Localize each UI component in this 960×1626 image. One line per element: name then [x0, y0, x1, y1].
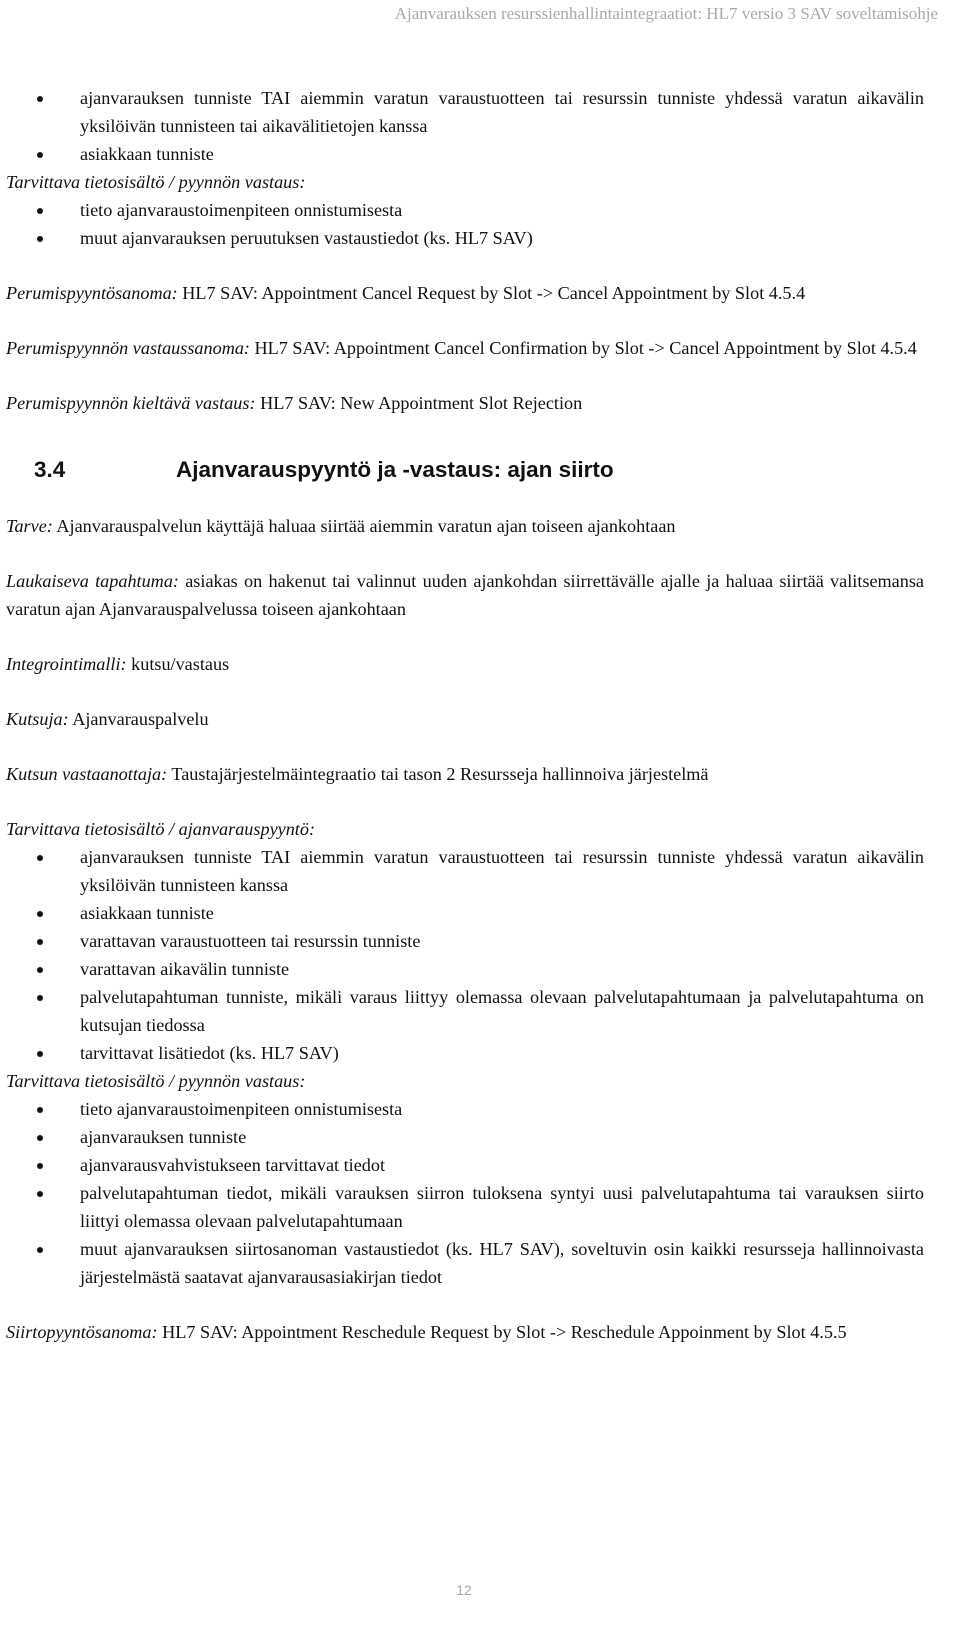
- block1-request-list: [6, 84, 924, 168]
- list-item: varattavan aikavälin tunniste: [6, 955, 924, 983]
- section-response-list: [6, 1095, 924, 1291]
- list-item: muut ajanvarauksen peruutuksen vastaustiedot (ks. HL7 SAV): [6, 224, 924, 252]
- list-item: palvelutapahtuman tiedot, mikäli varauksen siirron tuloksena syntyi uusi palvelutapahtuma tai varauksen siirto liittyi olemassa olevaan palvelutapahtumaan: [6, 1179, 924, 1235]
- bullet-icon: [37, 939, 43, 945]
- bullet-icon: [37, 1191, 43, 1197]
- list-item: ajanvarausvahvistukseen tarvittavat tiedot: [6, 1151, 924, 1179]
- list-item: muut ajanvarauksen siirtosanoman vastaustiedot (ks. HL7 SAV), soveltuvin osin kaikki resursseja hallinnoivasta järjestelmästä saatavat ajanvarausasiakirjan tiedot: [6, 1235, 924, 1291]
- model-paragraph: Integrointimalli: kutsu/vastaus: [6, 654, 230, 674]
- response-label: Tarvittava tietosisältö / pyynnön vastaus:: [6, 172, 306, 192]
- bullet-icon: [37, 911, 43, 917]
- list-item: tieto ajanvaraustoimenpiteen onnistumisesta: [6, 1095, 924, 1123]
- list-item: ajanvarauksen tunniste: [6, 1123, 924, 1151]
- list-item: palvelutapahtuman tunniste, mikäli varaus liittyy olemassa olevaan palvelutapahtumaan ja palvelutapahtuma on kutsujan tiedossa: [6, 983, 924, 1039]
- list-item: ajanvarauksen tunniste TAI aiemmin varatun varaustuotteen tai resurssin tunniste yhdessä varatun aikavälin yksilöivän tunnisteen kanssa: [6, 843, 924, 899]
- need-paragraph: Tarve: Ajanvarauspalvelun käyttäjä haluaa siirtää aiemmin varatun ajan toiseen ajankohtaan: [6, 516, 676, 536]
- document-body: [6, 84, 924, 1346]
- list-item: tieto ajanvaraustoimenpiteen onnistumisesta: [6, 196, 924, 224]
- bullet-icon: [37, 1163, 43, 1169]
- block1-response-list: [6, 196, 924, 252]
- bullet-icon: [37, 1107, 43, 1113]
- running-header: Ajanvarauksen resurssienhallintaintegraatiot: HL7 versio 3 SAV soveltamisohje: [394, 4, 938, 23]
- caller-paragraph: Kutsuja: Ajanvarauspalvelu: [6, 709, 209, 729]
- bullet-icon: [37, 1135, 43, 1141]
- section-number: 3.4: [34, 457, 66, 482]
- receiver-paragraph: Kutsun vastaanottaja: Taustajärjestelmäintegraatio tai tason 2 Resursseja hallinnoiva järjestelmä: [6, 764, 709, 784]
- list-item: asiakkaan tunniste: [6, 899, 924, 927]
- bullet-icon: [37, 1051, 43, 1057]
- cancel-response-message: Perumispyynnön vastaussanoma: HL7 SAV: Appointment Cancel Confirmation by Slot -> Cancel Appointment by Slot 4.5.4: [6, 338, 917, 358]
- section-title: Ajanvarauspyyntö ja -vastaus: ajan siirto: [176, 457, 614, 482]
- request-label: Tarvittava tietosisältö / ajanvarauspyyntö:: [6, 819, 316, 839]
- bullet-icon: [37, 236, 43, 242]
- list-item: asiakkaan tunniste: [6, 140, 924, 168]
- cancel-request-message: Perumispyyntösanoma: HL7 SAV: Appointment Cancel Request by Slot -> Cancel Appointment by Slot 4.5.4: [6, 283, 806, 303]
- cancel-reject-message: Perumispyynnön kieltävä vastaus: HL7 SAV: New Appointment Slot Rejection: [6, 393, 583, 413]
- list-item: varattavan varaustuotteen tai resurssin tunniste: [6, 927, 924, 955]
- response-label: Tarvittava tietosisältö / pyynnön vastaus:: [6, 1071, 306, 1091]
- bullet-icon: [37, 995, 43, 1001]
- bullet-icon: [37, 152, 43, 158]
- bullet-icon: [37, 855, 43, 861]
- list-item: tarvittavat lisätiedot (ks. HL7 SAV): [6, 1039, 924, 1067]
- list-item: ajanvarauksen tunniste TAI aiemmin varatun varaustuotteen tai resurssin tunniste yhdessä varatun aikavälin yksilöivän tunnisteen tai aikavälitietojen kanssa: [6, 84, 924, 140]
- bullet-icon: [37, 1247, 43, 1253]
- bullet-icon: [37, 96, 43, 102]
- bullet-icon: [37, 208, 43, 214]
- transfer-request-message: Siirtopyyntösanoma: HL7 SAV: Appointment Reschedule Request by Slot -> Reschedule Appoinment by Slot 4.5.5: [6, 1322, 847, 1342]
- section-heading: [6, 455, 924, 485]
- bullet-icon: [37, 967, 43, 973]
- page-number: 12: [456, 1582, 472, 1598]
- section-request-list: [6, 843, 924, 1067]
- trigger-paragraph: Laukaiseva tapahtuma: asiakas on hakenut tai valinnut uuden ajankohdan siirrettävälle ajalle ja haluaa siirtää valitsemansa varatun ajan Ajanvarauspalvelussa toiseen ajankohtaan: [6, 571, 924, 619]
